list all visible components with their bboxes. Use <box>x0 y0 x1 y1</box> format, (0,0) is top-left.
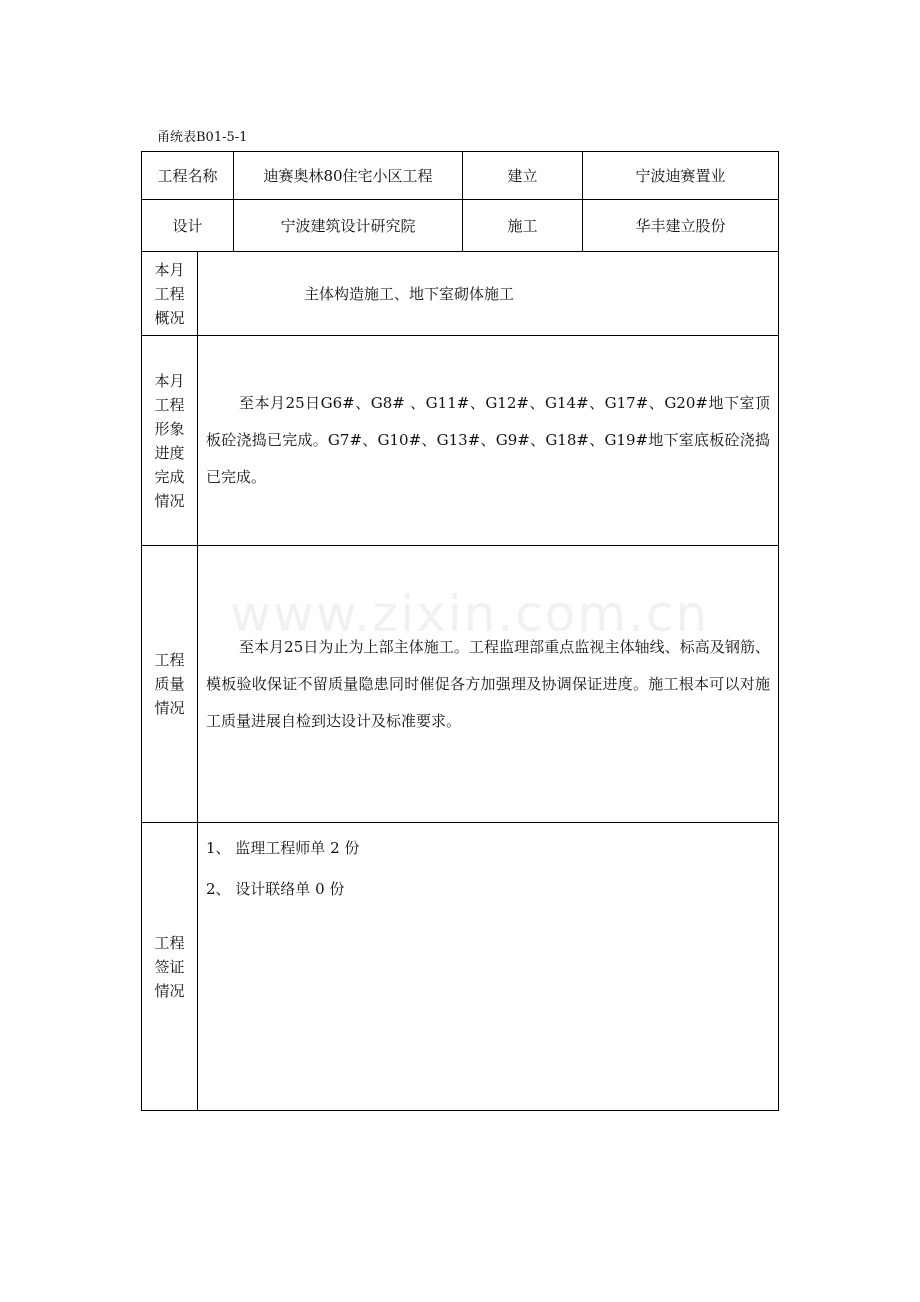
monthly-report-table <box>141 151 779 1111</box>
quality-label: 工程 质量 情况 <box>142 546 198 823</box>
project-name-value: 迪赛奥林80住宅小区工程 <box>234 152 463 200</box>
construction-label: 施工 <box>463 200 583 252</box>
builder-label: 建立 <box>463 152 583 200</box>
construction-value: 华丰建立股份 <box>583 200 779 252</box>
quality-text: 至本月25日为止为上部主体施工。工程监理部重点监视主体轴线、标高及钢筋、模板验收保证不留质量隐患同时催促各方加强理及协调保证进度。施工根本可以对施工质量进展自检到达设计及标准要求。 <box>198 546 779 823</box>
design-label: 设计 <box>142 200 234 252</box>
progress-text: 至本月25日G6#、G8# 、G11#、G12#、G14#、G17#、G20#地下室顶板砼浇捣已完成。G7#、G10#、G13#、G9#、G18#、G19#地下室底板砼浇捣已完成。 <box>198 336 779 546</box>
progress-label: 本月 工程 形象 进度 完成 情况 <box>142 336 198 546</box>
header-row-1 <box>142 152 779 200</box>
project-name-label: 工程名称 <box>142 152 234 200</box>
visa-label: 工程 签证 情况 <box>142 823 198 1111</box>
visa-item: 1、 监理工程师单 2 份 <box>206 839 360 857</box>
progress-row <box>142 336 779 546</box>
design-value: 宁波建筑设计研究院 <box>234 200 463 252</box>
header-row-2 <box>142 200 779 252</box>
overview-label: 本月 工程 概况 <box>142 252 198 336</box>
overview-text: 主体构造施工、地下室砌体施工 <box>198 252 779 336</box>
visa-row <box>142 823 779 1111</box>
quality-row <box>142 546 779 823</box>
visa-item: 2、 设计联络单 0 份 <box>206 880 345 898</box>
form-code: 甬统表B01-5-1 <box>157 130 248 145</box>
visa-items <box>198 823 779 1111</box>
builder-value: 宁波迪赛置业 <box>583 152 779 200</box>
watermark: www.zixin.com.cn <box>230 585 710 643</box>
overview-row <box>142 252 779 336</box>
